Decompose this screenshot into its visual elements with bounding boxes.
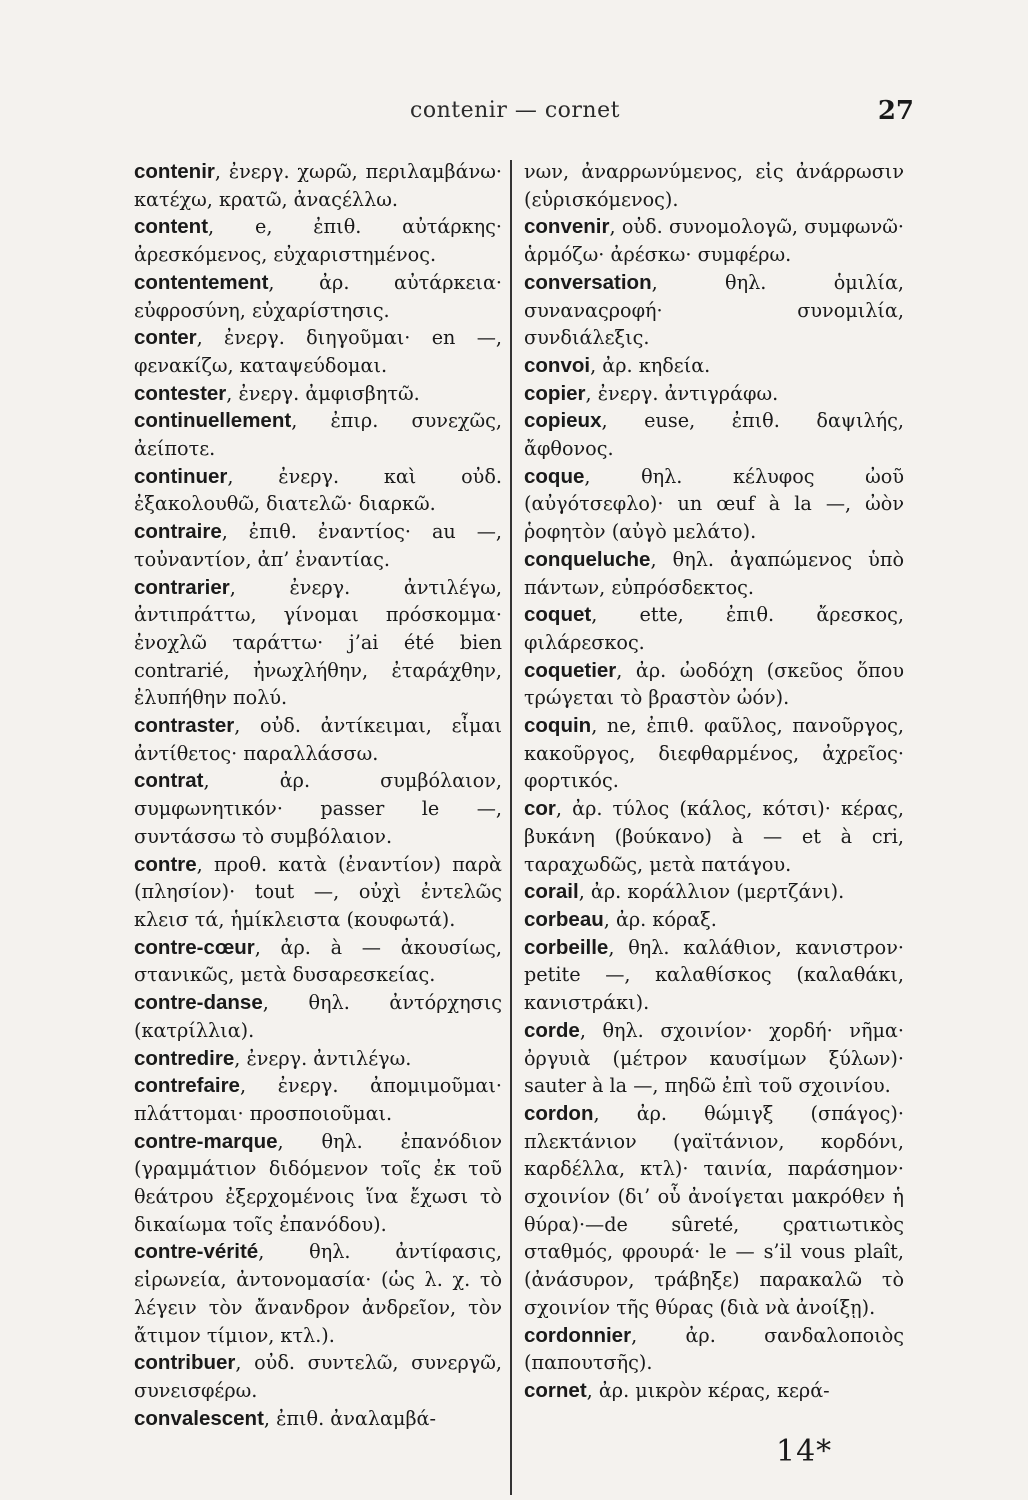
entry-headword: contribuer: [134, 1351, 236, 1375]
entry-definition: , ἀρ. συμβόλαιον, συμφωνητικόν· passer le —, συντάσσω τὸ συμβόλαιον.: [134, 769, 502, 848]
entry-definition: , ἀρ. σανδαλοποιὸς (παπουτσῆς).: [524, 1323, 904, 1375]
dictionary-entry: [134, 1072, 502, 1127]
dictionary-entry: [524, 657, 904, 712]
dictionary-entry: [524, 380, 904, 408]
entry-definition: , ἐνεργ. ἀμφισβητῶ.: [226, 381, 420, 405]
entry-headword: conter: [134, 326, 197, 350]
entry-definition: , ἀρ. κόραξ.: [603, 907, 717, 931]
entry-definition: , θηλ. ἀντίφασις, εἰρωνεία, ἀντονομασία· (ὡς λ. χ. τὸ λέγειν τὸν ἄνανδρον ἀνδρεῖον, τὸν ἄτιμον τίμιον, κτλ.).: [134, 1240, 502, 1347]
entry-headword: conversation: [524, 270, 652, 294]
entry-headword: convalescent: [134, 1406, 264, 1430]
entry-headword: contester: [134, 381, 227, 405]
dictionary-entry: [524, 906, 904, 934]
left-column: [134, 158, 502, 1432]
entry-definition: , ἐνεργ. ἀντιλέγω, ἀντιπράττω, γίνομαι πρόσκομμα· ἐνοχλῶ ταράττω· j’ai été bien contrarié, ἠνωχλήθην, ἐταράχθην, ἐλυπήθην πολύ.: [134, 575, 502, 710]
entry-definition: , ἀρ. ὠοδόχη (σκεῦος ὅπου τρώγεται τὸ βραστὸν ὠόν).: [524, 658, 904, 710]
dictionary-entry: [524, 1377, 904, 1405]
entry-headword: contre-cœur: [134, 935, 255, 959]
entry-definition: , ἀρ. à — ἀκουσίως, στανικῶς, μετὰ δυσαρεσκείας.: [134, 935, 502, 987]
entry-headword: coquet: [524, 603, 592, 627]
dictionary-entry: [134, 463, 502, 518]
entry-headword: contre-danse: [134, 991, 263, 1015]
entry-headword: corail: [524, 880, 579, 904]
entry-definition: , ἀρ. κηδεία.: [590, 353, 711, 377]
dictionary-entry: [134, 989, 502, 1044]
dictionary-entry: [524, 269, 904, 352]
dictionary-entry: [134, 1128, 502, 1239]
entry-definition: , euse, ἐπιθ. δαψιλής, ἄφθονος.: [524, 409, 904, 461]
entry-headword: contraire: [134, 520, 222, 544]
entry-headword: coque: [524, 464, 585, 488]
entry-headword: contrarier: [134, 575, 230, 599]
dictionary-entry: [134, 1238, 502, 1349]
entry-definition: , ette, ἐπιθ. ἄρεσκος, φιλάρεσκος.: [524, 603, 904, 654]
entry-headword: coquin: [524, 714, 592, 738]
dictionary-entry: [134, 407, 502, 462]
entry-headword: content: [134, 215, 209, 239]
entry-definition: , ἀρ. κοράλλιον (μερτζάνι).: [578, 880, 845, 904]
dictionary-entry: [134, 934, 502, 989]
entry-headword: coquetier: [524, 658, 617, 682]
dictionary-entry: [134, 1349, 502, 1404]
dictionary-entry: [524, 407, 904, 462]
entry-definition: , οὐδ. συνομολογῶ, συμφωνῶ· ἁρμόζω· ἀρέσκω· συμφέρω.: [524, 215, 904, 267]
entry-definition: , θηλ. κέλυφος ὠοῦ (αὐγότσεφλο)· un œuf à la —, ὠὸν ῥοφητὸν (αὐγὸ μελάτο).: [524, 464, 904, 544]
dictionary-entry: [524, 795, 904, 878]
page-header: [120, 96, 914, 138]
entry-headword: cordonnier: [524, 1323, 632, 1347]
entry-definition: , ἐνεργ. ἀπομιμοῦμαι· πλάττομαι· προσποιοῦμαι.: [134, 1074, 502, 1125]
entry-definition: , ἀρ. τύλος (κάλος, κότσι)· κέρας, βυκάνη (βούκανο) à — et à cri, ταραχωδῶς, μετὰ πατάγου.: [524, 797, 904, 876]
dictionary-entry: [524, 463, 904, 546]
entry-headword: continuellement: [134, 409, 292, 433]
entry-definition: , θηλ. ἐπανόδιον (γραμμάτιον διδόμενον τοῖς ἐκ τοῦ θεάτρου ἐξερχομένοις ἵνα ἔχωσι τὸ δικαίωμα τοῖς ἐπανόδου).: [134, 1129, 502, 1236]
continued-text: νων, ἀναρρωνύμενος, εἰς ἀνάρρωσιν (εὑρισκόμενος).: [524, 160, 904, 211]
dictionary-entry: [524, 1100, 904, 1322]
entry-definition: , ἐνεργ. ἀντιλέγω.: [234, 1046, 412, 1070]
dictionary-entry: [134, 269, 502, 324]
entry-definition: , ἀρ. αὐτάρκεια· εὐφροσύνη, εὐχαρίστησις.: [134, 270, 502, 322]
dictionary-entry: [134, 324, 502, 379]
entry-headword: cornet: [524, 1378, 587, 1402]
entry-headword: copier: [524, 381, 586, 405]
entry-definition: , ἐνεργ. καὶ οὐδ. ἐξακολουθῶ, διατελῶ· διαρκῶ.: [134, 464, 502, 516]
dictionary-entry: [524, 1017, 904, 1100]
entry-headword: convenir: [524, 215, 610, 239]
entry-definition: , e, ἐπιθ. αὐτάρκης· ἀρεσκόμενος, εὐχαριστημένος.: [134, 215, 502, 267]
entry-headword: cordon: [524, 1101, 594, 1125]
signature-mark: 14*: [776, 1434, 833, 1469]
dictionary-entry: [524, 601, 904, 656]
right-column: [524, 158, 904, 1405]
entry-definition: , οὐδ. ἀντίκειμαι, εἶμαι ἀντίθετος· παραλλάσσω.: [134, 714, 502, 765]
entry-definition: , ἀρ. μικρὸν κέρας, κερά-: [586, 1378, 830, 1402]
dictionary-entry: [134, 574, 502, 713]
dictionary-entry: [134, 851, 502, 934]
entry-definition: , θηλ. σχοινίον· χορδή· νῆμα· ὀργυιὰ (μέτρον καυσίμων ξύλων)· sauter à la —, πηδῶ ἐπὶ τοῦ σχοινίου.: [524, 1018, 904, 1098]
entry-definition: , θηλ. ἀγαπώμενος ὑπὸ πάντων, εὐπρόσδεκτος.: [524, 547, 904, 599]
dictionary-entry: [134, 213, 502, 268]
dictionary-entry: [134, 767, 502, 850]
entry-headword: contenir: [134, 160, 215, 183]
entry-headword: convoi: [524, 353, 591, 377]
entry-definition: , ἐνεργ. διηγοῦμαι· en —, φενακίζω, καταψεύδομαι.: [134, 326, 502, 377]
entry-definition: , ἐνεργ. χωρῶ, περιλαμβάνω· κατέχω, κρατῶ, ἀναςέλλω.: [134, 160, 502, 211]
entry-definition: , θηλ. ἀντόρχησις (κατρίλλια).: [134, 991, 502, 1042]
entry-headword: continuer: [134, 464, 228, 488]
entry-definition: , θηλ. ὁμιλία, συναναςροφή· συνομιλία, συνδιάλεξις.: [524, 270, 904, 350]
entry-definition: , ne, ἐπιθ. φαῦλος, πανοῦργος, κακοῦργος, διεφθαρμένος, ἀχρεῖος· φορτικός.: [524, 714, 904, 793]
entry-definition: , ἀρ. θώμιγξ (σπάγος)· πλεκτάνιον (γαϊτάνιον, κορδόνι, καρδέλλα, κτλ)· ταινία, παράσημον· σχοινίον (δι’ οὗ ἀνοίγεται μακρόθεν ἡ θύρα)·—de sûreté, ςρατιωτικὸς σταθμός, φρουρά· le — s’il vous plaît, (ἀνάσυρον, τράβηξε) παρακαλῶ τὸ σχοινίον τῆς θύρας (διὰ νὰ ἀνοίξῃ).: [524, 1101, 904, 1319]
entry-definition: , ἐπιθ. ἀναλαμβά-: [263, 1406, 436, 1430]
entry-headword: corde: [524, 1018, 580, 1042]
entry-definition: , ἐπιρ. συνεχῶς, ἀείποτε.: [134, 409, 502, 461]
entry-headword: contre: [134, 852, 197, 876]
dictionary-entry: [134, 158, 502, 213]
entry-definition: , θηλ. καλάθιον, κανιστρον· petite —, καλαθίσκος (καλαθάκι, κανιστράκι).: [524, 935, 904, 1015]
dictionary-entry: [134, 380, 502, 408]
entry-definition: , ἐπιθ. ἐναντίος· au —, τοὐναντίον, ἀπ’ ἐναντίας.: [134, 520, 502, 571]
entry-headword: contraster: [134, 714, 235, 738]
entry-definition: , οὐδ. συντελῶ, συνεργῶ, συνεισφέρω.: [134, 1351, 502, 1402]
dictionary-entry: [524, 546, 904, 601]
page-number: 27: [877, 96, 914, 126]
entry-definition: , ἐνεργ. ἀντιγράφω.: [585, 381, 779, 405]
entry-headword: contrat: [134, 769, 204, 793]
entry-definition: , προθ. κατὰ (ἐναντίον) παρὰ (πλησίον)· tout —, οὐχὶ ἐντελῶς κλεισ τά, ἡμίκλειστα (κουφωτά).: [134, 852, 502, 931]
running-head: contenir — cornet: [410, 98, 620, 123]
entry-headword: contentement: [134, 270, 269, 294]
entry-headword: conqueluche: [524, 547, 651, 571]
entry-headword: contre-vérité: [134, 1240, 259, 1264]
entry-headword: corbeille: [524, 935, 609, 959]
dictionary-entry: [524, 712, 904, 795]
entry-headword: cor: [524, 797, 556, 821]
dictionary-entry: [524, 213, 904, 268]
dictionary-entry: [134, 518, 502, 573]
entry-headword: contrefaire: [134, 1074, 240, 1098]
dictionary-entry: [524, 1322, 904, 1377]
column-divider: [510, 160, 512, 1495]
entry-headword: copieux: [524, 409, 602, 433]
dictionary-entry: [524, 934, 904, 1017]
entry-headword: contredire: [134, 1046, 235, 1070]
entry-headword: corbeau: [524, 907, 604, 931]
dictionary-entry: [524, 878, 904, 906]
dictionary-entry: [524, 352, 904, 380]
dictionary-entry: [134, 712, 502, 767]
dictionary-entry: [134, 1045, 502, 1073]
dictionary-entry: [134, 1405, 502, 1433]
entry-headword: contre-marque: [134, 1129, 278, 1153]
